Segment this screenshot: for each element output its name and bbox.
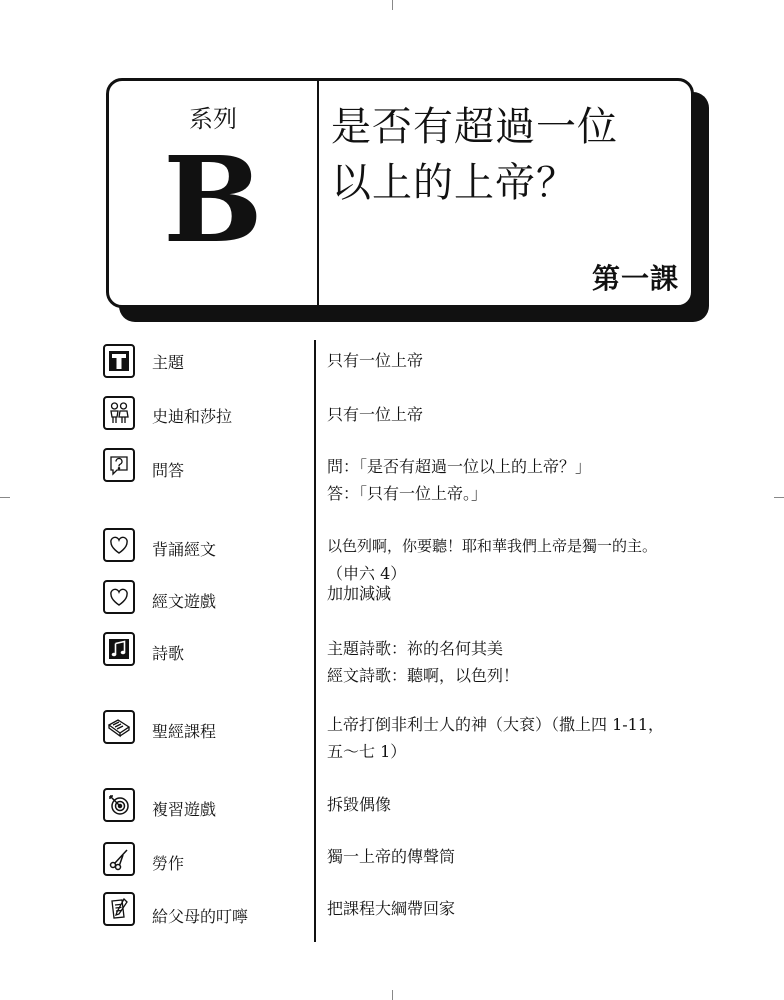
row-value-line: 上帝打倒非利士人的神（大袞）（撒上四 1-11， [327, 715, 665, 734]
scissors-icon [103, 842, 135, 876]
lesson-title-line2: 以上的上帝？ [331, 160, 577, 206]
row-value [327, 843, 707, 870]
row-value [327, 711, 707, 765]
row-value-line: 加加減減 [327, 584, 392, 603]
row-value-line: 只有一位上帝 [327, 405, 424, 424]
two-children-icon [103, 396, 135, 430]
row-value-line: 只有一位上帝 [327, 351, 424, 370]
row-label: 勞作 [152, 854, 185, 873]
lesson-number: 第一課 [591, 262, 679, 295]
row-value [327, 791, 707, 818]
heart-icon [103, 528, 135, 562]
row-value-line: 把課程大綱帶回家 [327, 899, 456, 918]
series-letter: B [163, 130, 263, 269]
series-label: 系列 [189, 105, 237, 133]
row-value-line: 經文詩歌：聽啊，以色列！ [327, 666, 520, 685]
row-label: 聖經課程 [152, 722, 217, 741]
row-label: 詩歌 [152, 644, 185, 663]
column-divider [314, 340, 316, 942]
header-box [106, 78, 694, 308]
crop-mark-right [774, 497, 784, 498]
row-label: 問答 [152, 461, 185, 480]
row-label: 複習遊戲 [152, 800, 217, 819]
row-label: 給父母的叮嚀 [152, 907, 249, 926]
row-value [327, 453, 707, 507]
row-value-line: 五～七 1） [327, 742, 407, 761]
row-value-line: 獨一上帝的傳聲筒 [327, 847, 456, 866]
target-icon [103, 788, 135, 822]
pencil-paper-icon [103, 892, 135, 926]
row-value-line: 主題詩歌：祢的名何其美 [327, 639, 504, 658]
row-label: 史迪和莎拉 [152, 407, 233, 426]
row-value [327, 635, 707, 689]
row-value [327, 580, 707, 607]
open-bible-icon [103, 710, 135, 744]
row-value-line: 拆毀偶像 [327, 795, 392, 814]
row-value-line: 以色列啊，你要聽！耶和華我們上帝是獨一的主。 [327, 537, 658, 555]
crop-mark-left [0, 497, 10, 498]
row-value-line: 問：「是否有超過一位以上的上帝？」 [327, 457, 592, 476]
row-value-line: （申六 4） [327, 564, 407, 583]
row-label: 背誦經文 [152, 540, 217, 559]
header-divider [317, 78, 319, 311]
row-value [327, 401, 707, 428]
crop-mark-bottom [392, 990, 393, 1000]
row-value [327, 895, 707, 922]
music-note-icon [103, 632, 135, 666]
crop-mark-top [392, 0, 393, 10]
row-label: 主題 [152, 353, 185, 372]
lesson-title [331, 99, 681, 211]
row-value [327, 533, 707, 587]
question-bubble-icon [103, 448, 135, 482]
heart-icon [103, 580, 135, 614]
row-value-line: 答：「只有一位上帝。」 [327, 484, 488, 503]
t-letter-icon [103, 344, 135, 378]
lesson-title-line1: 是否有超過一位 [331, 104, 618, 150]
row-value [327, 347, 707, 374]
row-label: 經文遊戲 [152, 592, 217, 611]
